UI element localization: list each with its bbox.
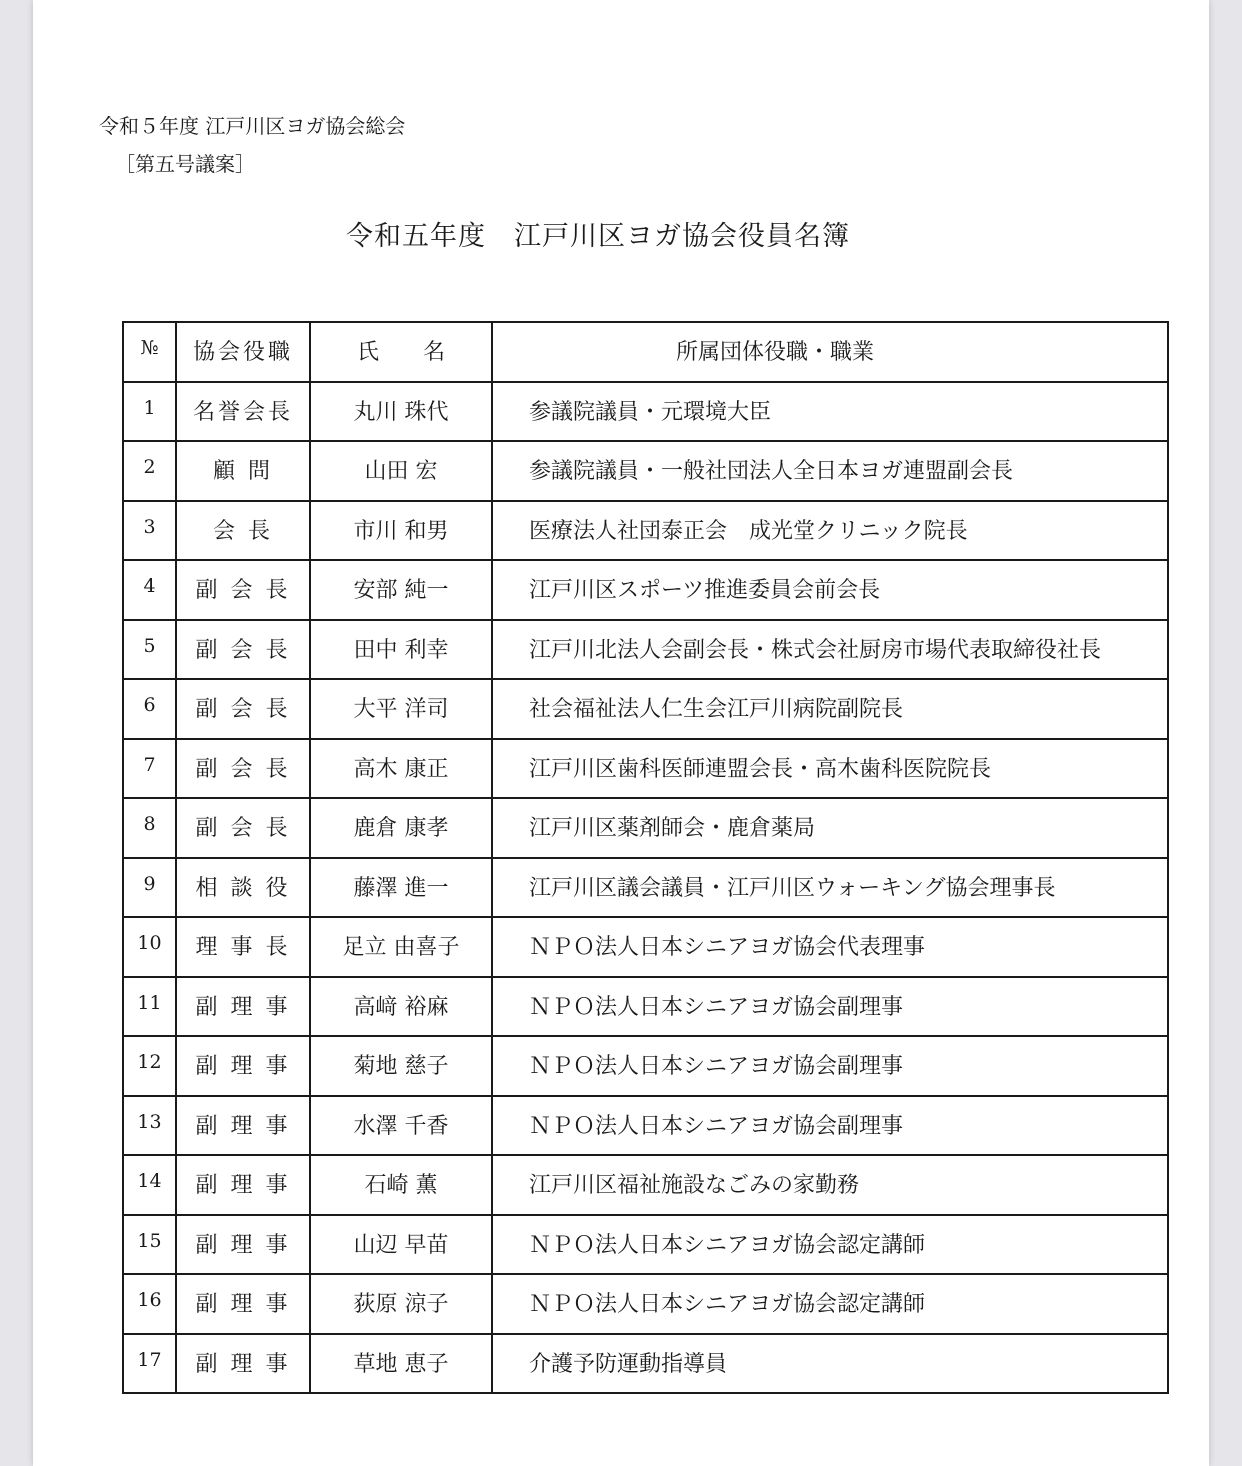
cell-no: 2 — [123, 441, 176, 501]
table-row — [123, 1155, 1168, 1215]
cell-affiliation: 江戸川区スポーツ推進委員会前会長 — [492, 560, 1168, 620]
cell-no: 6 — [123, 679, 176, 739]
cell-affiliation: 江戸川区歯科医師連盟会長・高木歯科医院院長 — [492, 739, 1168, 799]
cell-name: 安部 純一 — [310, 560, 492, 620]
officer-roster-table — [122, 321, 1169, 1394]
cell-name: 藤澤 進一 — [310, 858, 492, 918]
cell-no: 8 — [123, 798, 176, 858]
table-row — [123, 1274, 1168, 1334]
cell-role: 副 理 事 — [176, 1274, 310, 1334]
cell-name: 菊地 慈子 — [310, 1036, 492, 1096]
cell-affiliation: ＮＰＯ法人日本シニアヨガ協会副理事 — [492, 1096, 1168, 1156]
cell-no: 11 — [123, 977, 176, 1037]
table-header-row — [123, 322, 1168, 382]
cell-role: 副 会 長 — [176, 679, 310, 739]
cell-role: 副 会 長 — [176, 560, 310, 620]
cell-role: 副 理 事 — [176, 1215, 310, 1275]
cell-no: 12 — [123, 1036, 176, 1096]
cell-name: 草地 恵子 — [310, 1334, 492, 1394]
cell-role: 相 談 役 — [176, 858, 310, 918]
cell-role: 会 長 — [176, 501, 310, 561]
cell-affiliation: 江戸川区薬剤師会・鹿倉薬局 — [492, 798, 1168, 858]
cell-role: 顧 問 — [176, 441, 310, 501]
table-row — [123, 441, 1168, 501]
cell-no: 10 — [123, 917, 176, 977]
cell-no: 15 — [123, 1215, 176, 1275]
cell-name: 市川 和男 — [310, 501, 492, 561]
cell-no: 1 — [123, 382, 176, 442]
column-header-no: № — [123, 322, 176, 382]
cell-affiliation: ＮＰＯ法人日本シニアヨガ協会認定講師 — [492, 1274, 1168, 1334]
document-page — [33, 0, 1209, 1466]
cell-name: 高木 康正 — [310, 739, 492, 799]
cell-role: 副 理 事 — [176, 1334, 310, 1394]
cell-role: 副 理 事 — [176, 1096, 310, 1156]
table-row — [123, 560, 1168, 620]
cell-affiliation: 社会福祉法人仁生会江戸川病院副院長 — [492, 679, 1168, 739]
cell-affiliation: 江戸川北法人会副会長・株式会社厨房市場代表取締役社長 — [492, 620, 1168, 680]
page-title: 令和五年度 江戸川区ヨガ協会役員名簿 — [346, 221, 850, 252]
cell-name: 田中 利幸 — [310, 620, 492, 680]
cell-name: 足立 由喜子 — [310, 917, 492, 977]
cell-role: 副 理 事 — [176, 977, 310, 1037]
meeting-title: 令和５年度 江戸川区ヨガ協会総会 — [99, 114, 406, 138]
cell-no: 16 — [123, 1274, 176, 1334]
cell-role: 副 理 事 — [176, 1155, 310, 1215]
cell-role: 副 会 長 — [176, 620, 310, 680]
cell-name: 高﨑 裕麻 — [310, 977, 492, 1037]
column-header-name: 氏 名 — [310, 322, 492, 382]
cell-affiliation: ＮＰＯ法人日本シニアヨガ協会代表理事 — [492, 917, 1168, 977]
table-row — [123, 917, 1168, 977]
cell-name: 大平 洋司 — [310, 679, 492, 739]
cell-affiliation: 医療法人社団泰正会 成光堂クリニック院長 — [492, 501, 1168, 561]
cell-name: 山田 宏 — [310, 441, 492, 501]
table-row — [123, 1036, 1168, 1096]
cell-no: 7 — [123, 739, 176, 799]
column-header-affiliation: 所属団体役職・職業 — [492, 322, 1168, 382]
table-row — [123, 620, 1168, 680]
cell-affiliation: 江戸川区議会議員・江戸川区ウォーキング協会理事長 — [492, 858, 1168, 918]
cell-affiliation: 参議院議員・元環境大臣 — [492, 382, 1168, 442]
cell-role: 名誉会長 — [176, 382, 310, 442]
table-row — [123, 1334, 1168, 1394]
cell-no: 9 — [123, 858, 176, 918]
table-row — [123, 858, 1168, 918]
cell-role: 副 会 長 — [176, 739, 310, 799]
cell-affiliation: 介護予防運動指導員 — [492, 1334, 1168, 1394]
cell-affiliation: ＮＰＯ法人日本シニアヨガ協会副理事 — [492, 977, 1168, 1037]
table-row — [123, 382, 1168, 442]
cell-no: 13 — [123, 1096, 176, 1156]
cell-name: 山辺 早苗 — [310, 1215, 492, 1275]
cell-no: 4 — [123, 560, 176, 620]
cell-no: 14 — [123, 1155, 176, 1215]
table-body — [123, 382, 1168, 1394]
cell-affiliation: 参議院議員・一般社団法人全日本ヨガ連盟副会長 — [492, 441, 1168, 501]
table-row — [123, 1096, 1168, 1156]
cell-no: 5 — [123, 620, 176, 680]
table-row — [123, 679, 1168, 739]
cell-name: 鹿倉 康孝 — [310, 798, 492, 858]
cell-affiliation: ＮＰＯ法人日本シニアヨガ協会認定講師 — [492, 1215, 1168, 1275]
table-row — [123, 501, 1168, 561]
cell-name: 荻原 涼子 — [310, 1274, 492, 1334]
table-row — [123, 977, 1168, 1037]
cell-role: 副 会 長 — [176, 798, 310, 858]
cell-affiliation: 江戸川区福祉施設なごみの家勤務 — [492, 1155, 1168, 1215]
table-row — [123, 739, 1168, 799]
cell-name: 水澤 千香 — [310, 1096, 492, 1156]
column-header-role: 協会役職 — [176, 322, 310, 382]
agenda-number: ［第五号議案］ — [115, 152, 255, 176]
table-row — [123, 1215, 1168, 1275]
cell-role: 副 理 事 — [176, 1036, 310, 1096]
cell-name: 丸川 珠代 — [310, 382, 492, 442]
cell-no: 17 — [123, 1334, 176, 1394]
cell-name: 石崎 薫 — [310, 1155, 492, 1215]
cell-role: 理 事 長 — [176, 917, 310, 977]
cell-affiliation: ＮＰＯ法人日本シニアヨガ協会副理事 — [492, 1036, 1168, 1096]
table-row — [123, 798, 1168, 858]
cell-no: 3 — [123, 501, 176, 561]
